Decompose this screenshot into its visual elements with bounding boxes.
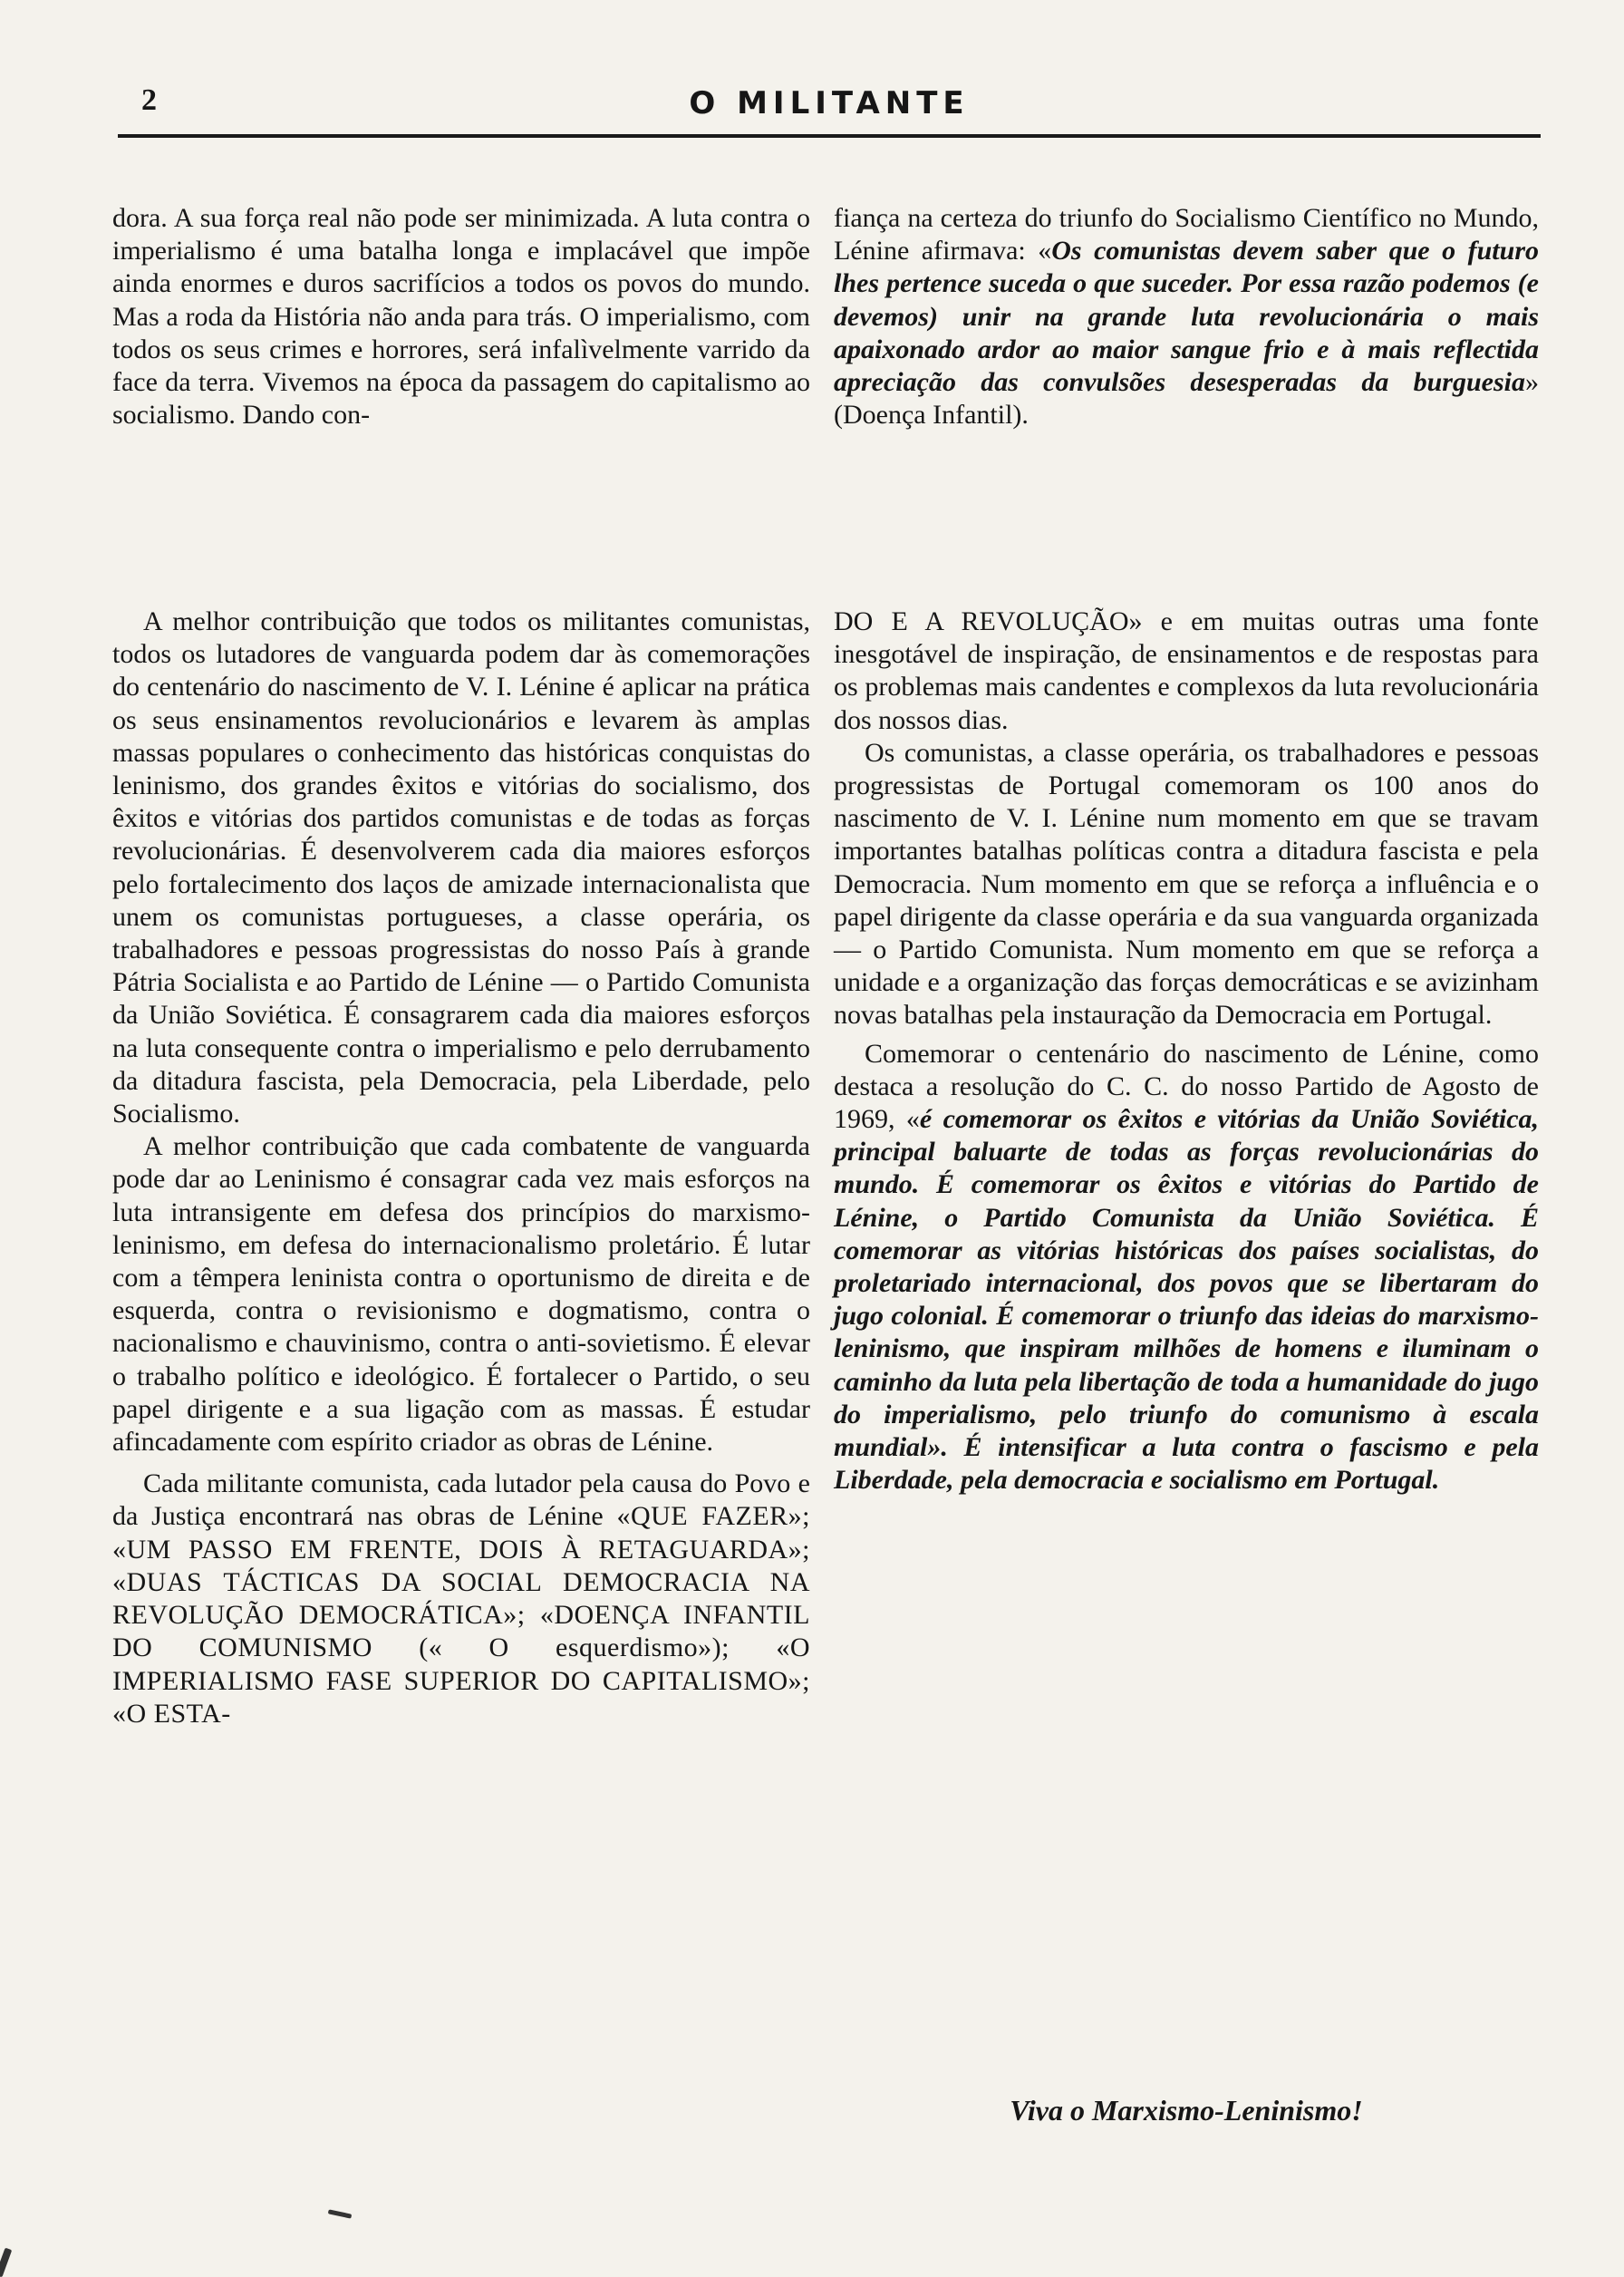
lenin-works-list: «QUE FAZER»; «UM PASSO EM FRENTE, DOIS À RETAGUARDA»; «DUAS TÁCTICAS DA SOCIAL DEMOCRACIA NA REVOLUÇÃO DEMOCRÁTICA»; «DOENÇA INFANTIL DO COMUNISMO (« O esquerdismo»); «O IMPERIALISMO FASE SUPERIOR DO CAPITALISMO»; «O ESTA- [112, 1501, 811, 1729]
body-paragraph-5: Os comunistas, a classe operária, os trabalhadores e pessoas progressistas de Portugal comemoram os 100 anos do nascimento de V. I. Lénine num momento em que se travam importantes batalhas políticas contra a ditadura fascista e pela Democracia. Num momento em que se reforça a influência e o papel dirigente da classe operária e da sua vanguarda organizada — o Partido Comunista. Num momento em que se reforça a unidade e a organização das forças democráticas e se avizinham novas batalhas pela instauração da Democracia em Portugal. [834, 737, 1539, 1031]
body-paragraph-1: A melhor contribuição que todos os militantes comunistas, todos os lutadores de vanguarda podem dar às comemorações do centenário do nascimento de V. I. Lénine é aplicar na prática os seus ensinamentos revolucionários e levarem às amplas massas populares o conhecimento das históricas conquistas do leninismo, dos grandes êxitos e vitórias do socialismo, dos êxitos e vitórias dos partidos comunistas e de todas as forças revolucionárias. É desenvolverem cada dia maiores esforços pelo fortalecimento dos laços de amizade internacionalista que unem os comunistas portugueses, a classe operária, os trabalhadores e pessoas progressistas do nosso País à grande Pátria Socialista e ao Partido de Lénine — o Partido Comunista da União Soviética. É consagrarem cada dia maiores esforços na luta consequente contra o imperialismo e pelo derrubamento da ditadura fascista, pela Democracia, pela Liberdade, pelo Socialismo. [112, 606, 810, 1129]
body-right-column [834, 606, 1539, 1497]
closing-slogan: Viva o Marxismo-Leninismo! [1010, 2094, 1363, 2127]
body-paragraph-6 [834, 1038, 1539, 1497]
top-left-paragraph: dora. A sua força real não pode ser minimizada. A luta contra o imperialismo é uma batalha longa e implacável que impõe ainda enormes e duros sacrifícios a todos os povos do mundo. Mas a roda da História não anda para trás. O imperialismo, com todos os seus crimes e horrores, será infalìvelmente varrido da face da terra. Vivemos na época da passagem do capitalismo ao socialismo. Dando con- [112, 203, 810, 431]
top-right-paragraph [834, 202, 1539, 431]
body-left-column [112, 606, 810, 1730]
top-right-end: » (Doença Infantil). [834, 367, 1539, 431]
lenin-quote: Os comunistas devem saber que o futuro lhes pertence suceda o que suceder. Por essa razão podemos (e devemos) unir na grande luta revolucionária o mais apaixonado ardor ao maior sangue frio e à mais reflectida apreciação das convulsões desesperadas da burguesia [834, 236, 1539, 398]
body-paragraph-6-text: Comemorar o centenário do nascimento de Lénine, como destaca a resolução do C. C. do nosso Partido de Agosto de 1969, « [834, 1038, 1539, 1135]
top-right-plain: fiança na certeza do triunfo do Socialismo Científico no Mundo, Lénine afirmava: « [834, 203, 1539, 266]
body-paragraph-3 [112, 1468, 810, 1730]
body-paragraph-2: A melhor contribuição que cada combatente de vanguarda pode dar ao Leninismo é consagrar cada vez mais esforços na luta intransigente em defesa dos princípios do marxismo-leninismo, em defesa do internacionalismo proletário. É lutar com a têmpera leninista contra o oportunismo de direita e de esquerda, contra o revisionismo e dogmatismo, contra o nacionalismo e chauvinismo, contra o anti-sovietismo. É elevar o trabalho político e ideológico. É fortalecer o Partido, o seu papel dirigente e a sua ligação com as massas. É estudar afincadamente com espírito criador as obras de Lénine. [112, 1131, 810, 1458]
body-paragraph-4: DO E A REVOLUÇÃO» e em muitas outras uma fonte inesgotável de inspiração, de ensinamentos e de respostas para os problemas mais candentes e complexos da luta revolucionária dos nossos dias. [834, 606, 1539, 735]
top-left-column [112, 202, 810, 431]
body-paragraph-3-text: Cada militante comunista, cada lutador pela causa do Povo e da Justiça encontrará nas obras de Lénine [112, 1468, 810, 1532]
resolution-quote: é comemorar os êxitos e vitórias da União Soviética, principal baluarte de todas as forças revolucionárias do mundo. É comemorar os êxitos e vitórias do Partido de Lénine, o Partido Comunista da União Soviética. É comemorar as vitórias históricas dos países socialistas, do proletariado internacional, dos povos que se libertaram do jugo colonial. É comemorar o triunfo das ideias do marxismo-leninismo, que inspiram milhões de homens e iluminam o caminho da luta pela libertação de toda a humanidade do jugo do imperialismo, pelo triunfo do comunismo à escala mundial». É intensificar a luta contra o fascismo e pela Liberdade, pela democracia e socialismo em Portugal. [834, 1104, 1540, 1496]
page-number: 2 [141, 83, 157, 117]
page-header [118, 83, 1541, 138]
publication-title: O MILITANTE [689, 85, 970, 121]
print-speck [328, 2209, 352, 2218]
print-speck [0, 2248, 12, 2277]
top-right-column [834, 202, 1539, 431]
